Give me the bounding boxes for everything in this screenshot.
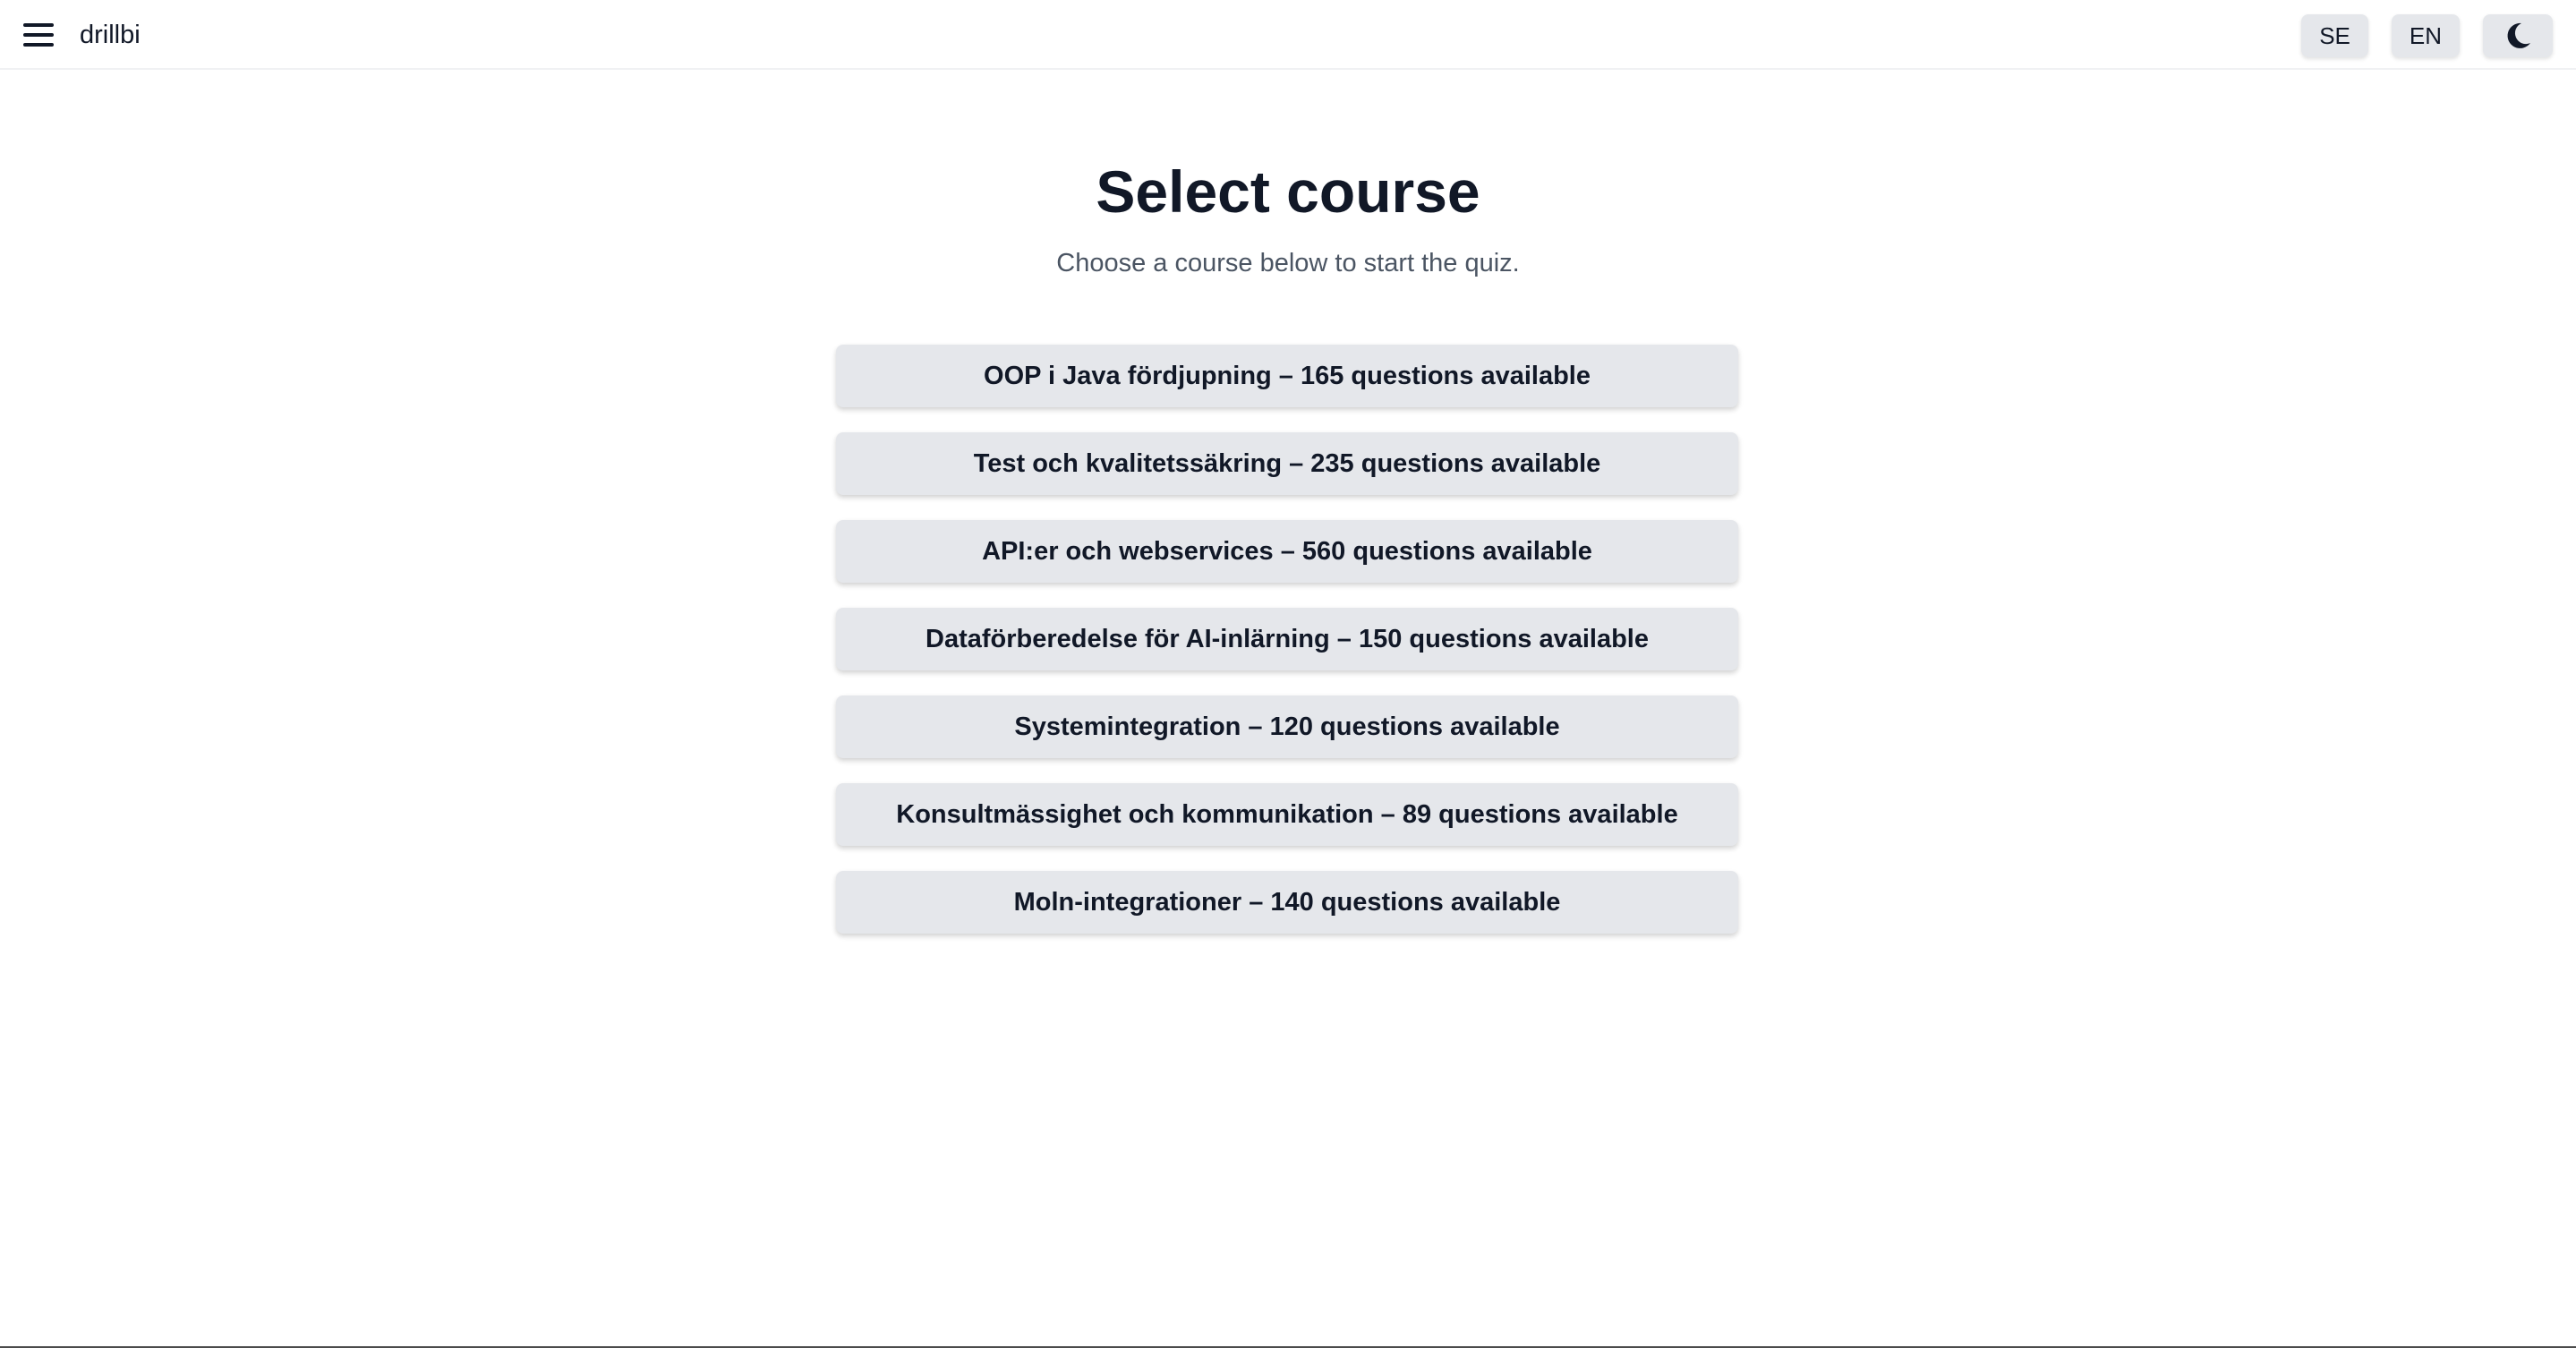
hamburger-menu-icon[interactable] <box>23 21 54 48</box>
course-button-consulting-communication[interactable]: Konsultmässighet och kommunikation – 89 questions available <box>836 783 1738 846</box>
list-item <box>836 432 1738 495</box>
course-list <box>836 345 1738 934</box>
list-item <box>836 783 1738 846</box>
list-item <box>836 871 1738 934</box>
course-button-test-quality[interactable]: Test och kvalitetssäkring – 235 questions available <box>836 432 1738 495</box>
page-subtitle: Choose a course below to start the quiz. <box>1056 249 1520 277</box>
moon-icon <box>2502 20 2534 52</box>
list-item <box>836 345 1738 407</box>
topbar-actions <box>2301 14 2553 57</box>
language-en-button[interactable]: EN <box>2392 14 2460 57</box>
list-item <box>836 608 1738 670</box>
brand-logo-text[interactable]: drillbi <box>80 21 141 49</box>
top-bar <box>0 0 2576 70</box>
menu-bar-line <box>23 33 54 37</box>
menu-bar-line <box>23 43 54 47</box>
list-item <box>836 520 1738 583</box>
page-title: Select course <box>1096 158 1480 225</box>
course-button-system-integration[interactable]: Systemintegration – 120 questions available <box>836 695 1738 758</box>
course-button-data-prep-ai[interactable]: Dataförberedelse för AI-inlärning – 150 questions available <box>836 608 1738 670</box>
course-button-cloud-integrations[interactable]: Moln-integrationer – 140 questions available <box>836 871 1738 934</box>
list-item <box>836 695 1738 758</box>
theme-toggle-button[interactable] <box>2483 14 2553 57</box>
menu-bar-line <box>23 23 54 27</box>
course-button-oop-java[interactable]: OOP i Java fördjupning – 165 questions available <box>836 345 1738 407</box>
course-button-apis-webservices[interactable]: API:er och webservices – 560 questions available <box>836 520 1738 583</box>
language-se-button[interactable]: SE <box>2301 14 2368 57</box>
